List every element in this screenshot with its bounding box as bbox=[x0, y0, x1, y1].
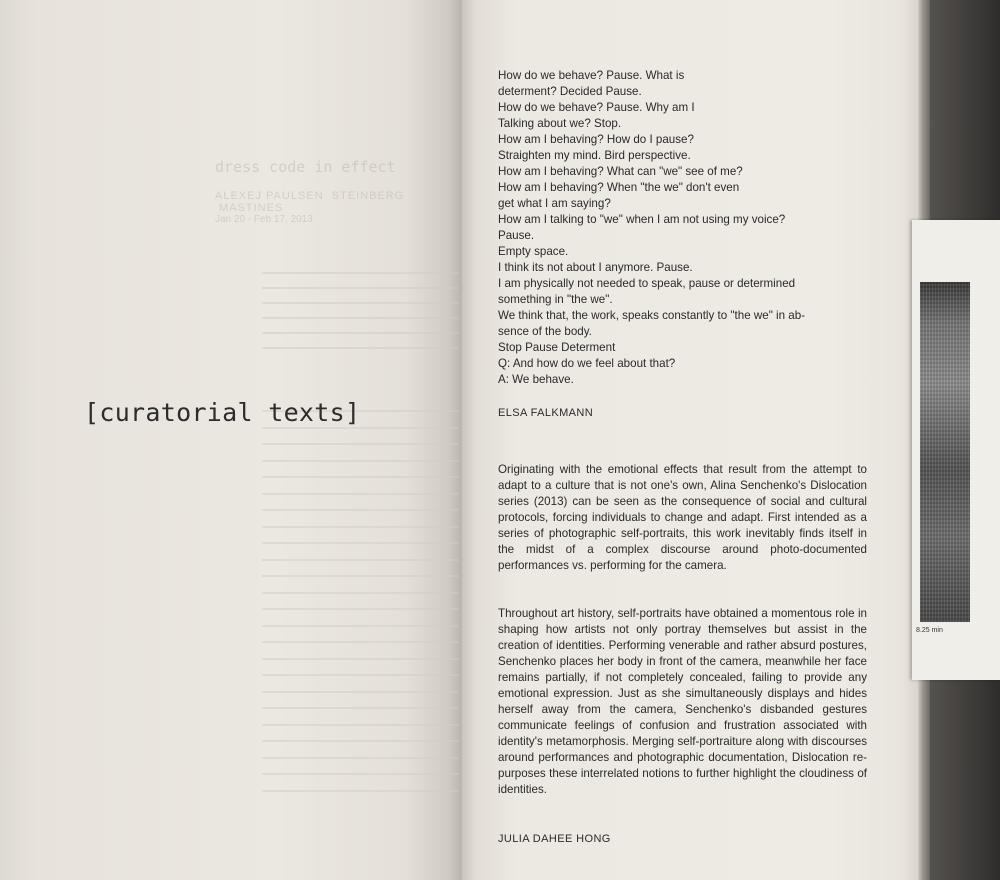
show-through-subtitle: ALEXEJ PAULSEN STEINBERG MASTINES bbox=[215, 190, 405, 214]
inserted-card bbox=[912, 220, 1000, 680]
poem-line: something in "the we". bbox=[498, 293, 613, 306]
show-through-paragraph bbox=[262, 272, 458, 362]
poem-line: A: We behave. bbox=[498, 373, 574, 386]
poem-line: get what I am saying? bbox=[498, 197, 611, 210]
left-page bbox=[0, 0, 462, 880]
section-heading: [curatorial texts] bbox=[84, 398, 361, 427]
poem-line: Q: And how do we feel about that? bbox=[498, 357, 676, 370]
poem-line: sence of the body. bbox=[498, 325, 592, 338]
poem-line: How am I talking to "we" when I am not using my voice? bbox=[498, 213, 786, 226]
essay-paragraph-1: Originating with the emotional effects that result from the attempt to adapt to a culture that is not one's own, Alina Senchenko's Dislocation series (2013) can be seen as the consequence of social and cultural protocols, forcing individuals to change and adapt. First intended as a series of photographic self-portraits, this work inevitably finds itself in the midst of a complex discourse around photo-documented performances vs. performing for the camera. bbox=[498, 463, 867, 572]
poem-line: I think its not about I anymore. Pause. bbox=[498, 261, 693, 274]
poem-line: We think that, the work, speaks constantly to "the we" in ab- bbox=[498, 309, 806, 322]
essay-paragraph-2: Throughout art history, self-portraits have obtained a momentous role in shaping how artists not only portray themselves but assist in the creation of identities. Performing venerable and rather absurd postures, Senchenko places her body in front of the camera, meanwhile her face remains partially, if not completely concealed, failing to provide any emotional expression. Just as she simultaneously displays and hides herself away from the camera, Senchenko's disbanded gestures communicate feelings of confusion and frustration associated with identity's metamorphosis. Merging self-portraiture along with discourses around performances and photographic documentation, Dislocation re-purposes these interrelated notions to further highlight the cloudiness of identities. bbox=[498, 607, 867, 796]
poem-line: How do we behave? Pause. What is bbox=[498, 69, 685, 82]
insert-caption: 8.25 min bbox=[916, 627, 943, 634]
poem-line: Talking about we? Stop. bbox=[498, 117, 622, 130]
poem-line: How am I behaving? What can "we" see of me? bbox=[498, 165, 743, 178]
poem-line: How am I behaving? When "the we" don't even bbox=[498, 181, 740, 194]
poem-line: Empty space. bbox=[498, 245, 569, 258]
insert-photo bbox=[920, 282, 970, 622]
poem-author: ELSA FALKMANN bbox=[498, 407, 594, 419]
poem-text bbox=[498, 68, 878, 388]
essay-author: JULIA DAHEE HONG bbox=[498, 833, 611, 845]
poem-line: Straighten my mind. Bird perspective. bbox=[498, 149, 691, 162]
poem-line: Stop Pause Determent bbox=[498, 341, 616, 354]
poem-line: Pause. bbox=[498, 229, 535, 242]
show-through-title: dress code in effect bbox=[215, 158, 396, 176]
poem-line: I am physically not needed to speak, pause or determined bbox=[498, 277, 796, 290]
poem-line: determent? Decided Pause. bbox=[498, 85, 642, 98]
show-through-paragraph-2 bbox=[262, 410, 458, 806]
poem-line: How am I behaving? How do I pause? bbox=[498, 133, 694, 146]
poem-line: How do we behave? Pause. Why am I bbox=[498, 101, 695, 114]
show-through-date: Jan 20 - Feb 17, 2013 bbox=[215, 214, 313, 225]
